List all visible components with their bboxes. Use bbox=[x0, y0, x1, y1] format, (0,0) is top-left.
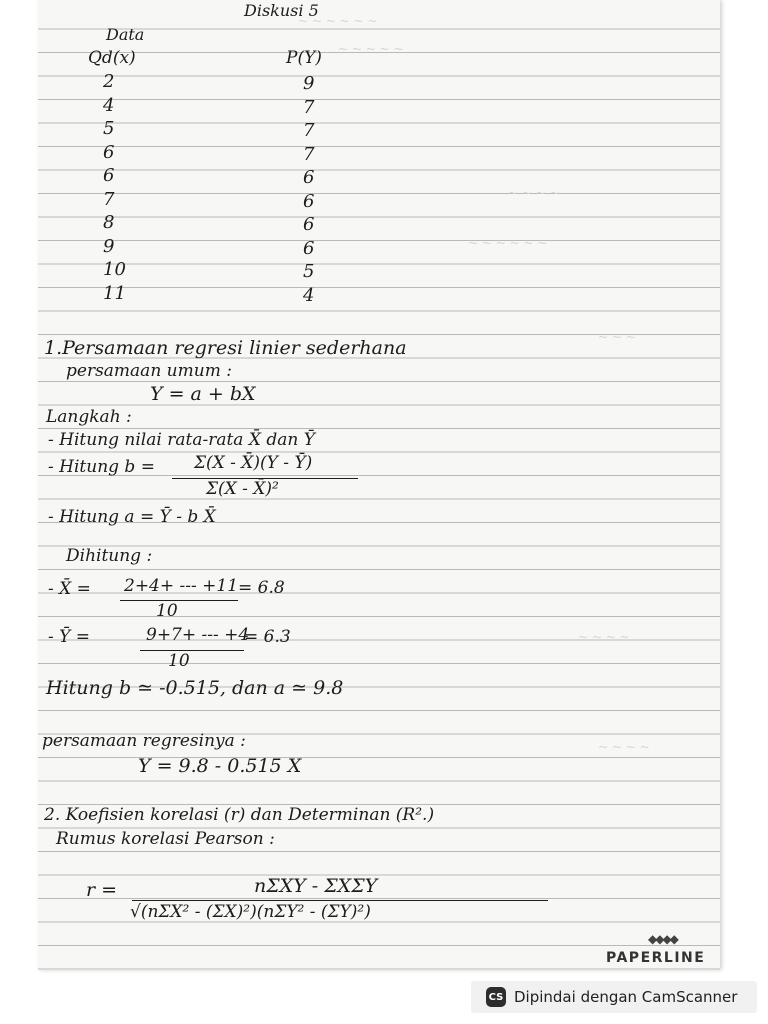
table-cell-y: 6 bbox=[303, 190, 315, 212]
page-title: Diskusi 5 bbox=[244, 1, 319, 20]
regression-equation: Y = 9.8 - 0.515 X bbox=[138, 755, 302, 777]
ybar-denominator: 10 bbox=[168, 651, 190, 671]
step-1: - Hitung nilai rata-rata X̄ dan Ȳ bbox=[48, 430, 315, 450]
pearson-formula-label: Rumus korelasi Pearson : bbox=[56, 829, 275, 849]
ybar-prefix: - Ȳ = bbox=[48, 627, 91, 647]
paperline-logo-icon: ◆◆◆◆ bbox=[648, 932, 677, 946]
show-through-text: ~ ~ ~ ~ ~ ~ bbox=[298, 14, 378, 28]
general-equation: Y = a + bX bbox=[150, 383, 256, 405]
table-cell-y: 7 bbox=[303, 143, 315, 165]
fraction-bar bbox=[120, 600, 238, 601]
table-cell-y: 9 bbox=[303, 73, 315, 94]
section-heading: 1.Persamaan regresi linier sederhana bbox=[44, 337, 407, 359]
ybar-numerator: 9+7+ --- +4 bbox=[146, 625, 250, 645]
xbar-prefix: - X̄ = bbox=[48, 579, 91, 599]
table-cell-x: 8 bbox=[103, 212, 115, 233]
table-cell-y: 6 bbox=[303, 237, 315, 259]
table-cell-x: 10 bbox=[103, 259, 126, 280]
camscanner-watermark bbox=[471, 981, 757, 1013]
calculated-label: Dihitung : bbox=[66, 546, 153, 566]
show-through-text: ~ ~ ~ bbox=[598, 330, 636, 344]
table-cell-x: 4 bbox=[103, 94, 115, 116]
r-denominator: √(nΣX² - (ΣX)²)(nΣY² - (ΣY)²) bbox=[130, 902, 371, 922]
show-through-text: ~ ~ ~ ~ bbox=[598, 740, 650, 754]
table-cell-y: 7 bbox=[303, 120, 315, 141]
table-cell-y: 7 bbox=[303, 96, 315, 118]
table-cell-y: 6 bbox=[303, 167, 315, 188]
table-cell-x: 9 bbox=[103, 235, 115, 257]
table-cell-y: 4 bbox=[303, 284, 315, 306]
xbar-numerator: 2+4+ --- +11 bbox=[124, 576, 239, 596]
steps-label: Langkah : bbox=[46, 407, 132, 427]
ybar-result: = 6.3 bbox=[244, 627, 291, 647]
step-2-numerator: Σ(X - X̄)(Y - Ȳ) bbox=[194, 453, 313, 473]
r-numerator: nΣXY - ΣXΣY bbox=[254, 875, 378, 897]
show-through-text: ~ ~ ~ ~ ~ ~ bbox=[468, 236, 548, 250]
table-cell-x: 7 bbox=[103, 188, 115, 210]
column-header-y: P(Y) bbox=[286, 48, 322, 68]
coefficient-result: Hitung b ≃ -0.515, dan a ≃ 9.8 bbox=[46, 677, 344, 699]
fraction-bar bbox=[132, 900, 548, 901]
table-cell-y: 6 bbox=[303, 214, 315, 235]
camscanner-icon: CS bbox=[486, 987, 506, 1007]
table-cell-x: 11 bbox=[103, 282, 126, 304]
step-2-label: - Hitung b = bbox=[48, 457, 155, 477]
xbar-result: = 6.8 bbox=[238, 578, 285, 598]
table-cell-x: 2 bbox=[103, 71, 115, 92]
general-equation-label: persamaan umum : bbox=[66, 361, 232, 381]
table-cell-y: 5 bbox=[303, 261, 315, 282]
show-through-text: ~ ~ ~ ~ ~ bbox=[338, 42, 404, 56]
show-through-text: ~ ~ ~ ~ bbox=[508, 186, 560, 200]
table-cell-x: 5 bbox=[103, 118, 115, 139]
xbar-denominator: 10 bbox=[156, 601, 178, 621]
camscanner-text: Dipindai dengan CamScanner bbox=[514, 988, 738, 1006]
table-title: Data bbox=[106, 25, 145, 44]
step-2-denominator: Σ(X - X̄)² bbox=[206, 479, 279, 499]
show-through-text: ~ ~ ~ ~ bbox=[578, 630, 630, 644]
step-3: - Hitung a = Ȳ - b X̄ bbox=[48, 507, 216, 527]
column-header-x: Qd(x) bbox=[88, 48, 136, 68]
r-prefix: r = bbox=[86, 879, 118, 901]
fraction-bar bbox=[140, 650, 244, 651]
table-cell-x: 6 bbox=[103, 165, 115, 186]
paperline-brand: PAPERLINE bbox=[606, 950, 706, 966]
table-cell-x: 6 bbox=[103, 141, 115, 163]
regression-label: persamaan regresinya : bbox=[42, 731, 246, 751]
section-heading-2: 2. Koefisien korelasi (r) dan Determinan (R².) bbox=[44, 805, 435, 825]
